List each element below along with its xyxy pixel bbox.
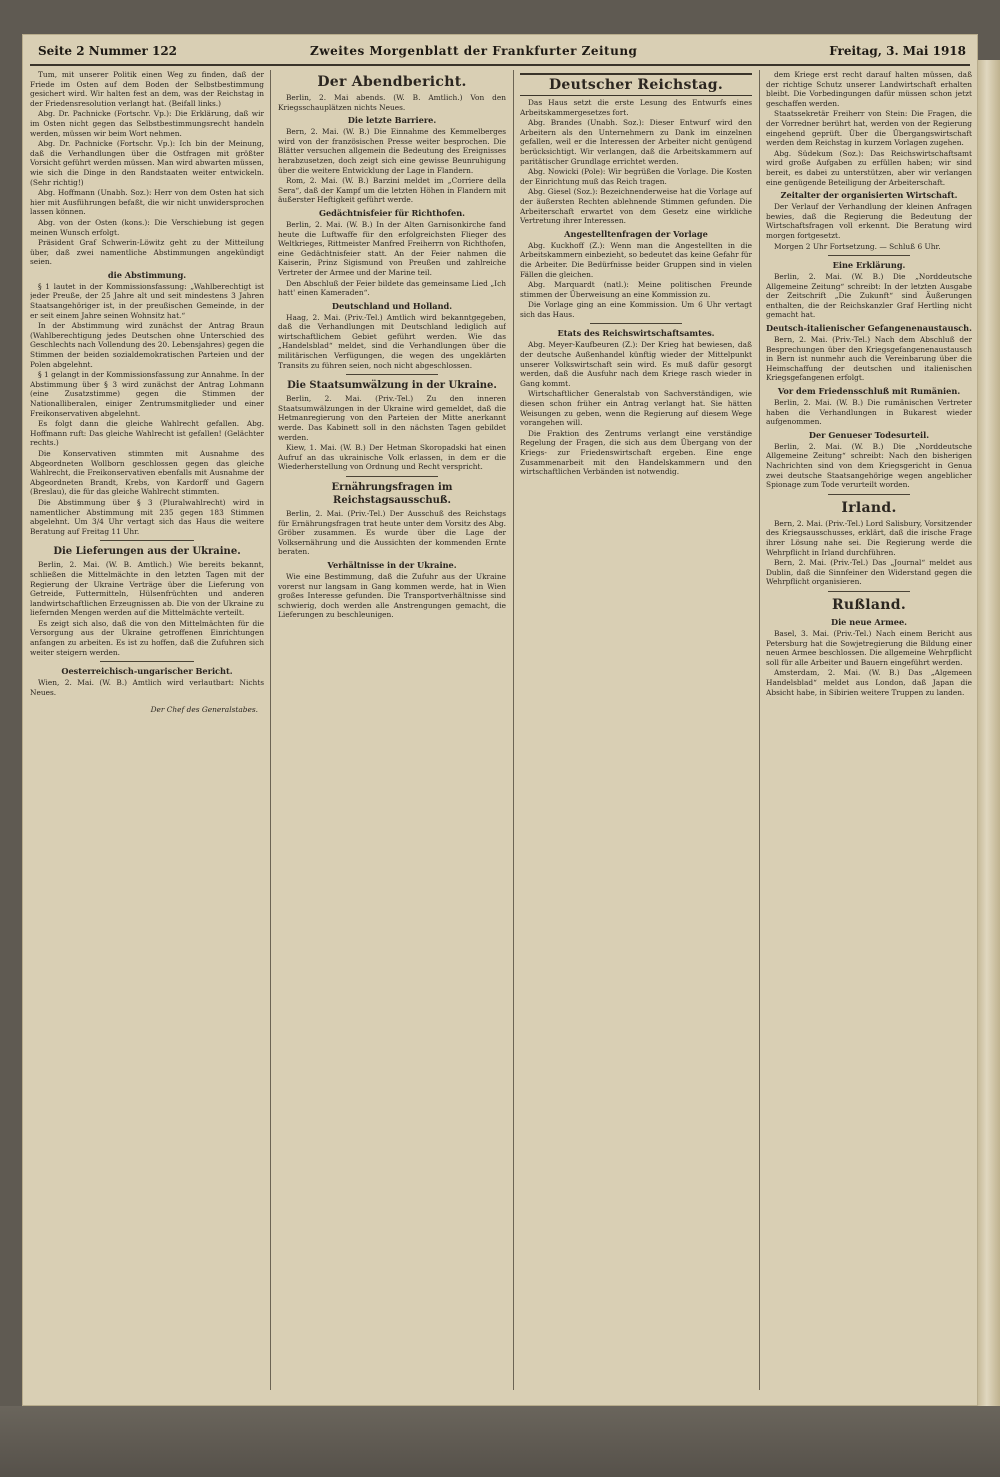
page-edge [978,60,1000,1430]
separator [346,476,437,477]
section-heading: Gedächtnisfeier für Richthofen. [318,207,466,218]
separator [828,494,910,495]
article-paragraph: Abg. Marquardt (natl.): Meine politischen Freunde stimmen der Überweisung an eine Kommission zu. [520,280,752,299]
scan-background [0,1406,1000,1477]
separator [828,255,910,256]
article-paragraph: § 1 gelangt in der Kommissionsfassung zur Annahme. In der Abstimmung über § 3 wird zunächst der Antrag Lohmann (eine Zusatzstimme) gegen die Stimmen der Nationalliberalen, einiger Zentrumsmitglieder und einer Freikonservativen abgelehnt. [30,370,264,418]
section-heading: Verhältnisse in der Ukraine. [327,559,457,570]
article-paragraph: Wirtschaftlicher Generalstab von Sachverständigen, wie diesen schon früher ein Antrag verlangt hat. Sie hätten Weisungen zu geben, wenn die Regierung auf diesem Wege vorangehen will. [520,389,752,428]
article-paragraph: Basel, 3. Mai. (Priv.-Tel.) Nach einem Bericht aus Petersburg hat die Sowjetregierung die Bildung einer neuen Armee beschlossen. Die allgemeine Wehrpflicht soll für alle Arbeiter und Bauern eingeführt werden. [766,628,972,667]
article-paragraph: Bern, 2. Mai. (Priv.-Tel.) Das „Journal“ meldet aus Dublin, daß die Sinnfeiner den Widerstand gegen die Wehrpflicht organisieren. [766,558,972,587]
article-paragraph: Wien, 2. Mai. (W. B.) Amtlich wird verlautbart: Nichts Neues. [30,678,264,697]
article-paragraph: Abg. Giesel (Soz.): Bezeichnenderweise hat die Vorlage auf der äußersten Rechten ablehnende Stimmen gefunden. Die Arbeiterschaft erwartet von dem Gesetz eine wirkliche Vertretung ihrer Interessen. [520,187,752,226]
article-paragraph: Berlin, 2. Mai. (Priv.-Tel.) Der Ausschuß des Reichstags für Ernährungsfragen trat heute unter dem Vorsitz des Abg. Gröber zusammen. Es wurde über die Lage der Volksernährung und die Aussichten der kommenden Ernte beraten. [278,509,506,557]
column-divider [513,70,514,1390]
page-number: Seite 2 Nummer 122 [38,44,178,58]
column-divider [270,70,271,1390]
article-paragraph: Amsterdam, 2. Mai. (W. B.) Das „Algemeen Handelsblad“ meldet aus London, daß Japan die Absicht habe, in Sibirien weitere Truppen zu landen. [766,668,972,697]
article-paragraph: Der Verlauf der Verhandlung der kleinen Anfragen bewies, daß die Regierung die Bedeutung der Wirtschaftsfragen voll erkennt. Die Beratung wird morgen fortgesetzt. [766,202,972,240]
article-paragraph: Rom, 2. Mai. (W. B.) Barzini meldet im „Corriere della Sera“, daß der Kampf um die letzten Höhen in Flandern mit äußerster Heftigkeit geführt werde. [278,176,506,205]
article-paragraph: Abg. Dr. Pachnicke (Fortschr. Vp.): Die Erklärung, daß wir im Osten nicht gegen das Selbstbestimmungsrecht handeln werden, müssen wir beim Wort nehmen. [30,109,264,138]
article-headline: Die Staatsumwälzung in der Ukraine. [287,380,497,392]
article-headline: Rußland. [831,596,907,613]
article-paragraph: Berlin, 2. Mai. (W. B.) In der Alten Garnisonkirche fand heute die Luftwaffe für den erfolgreichsten Flieger des Weltkrieges, Rittmeister Manfred Freiherrn von Richthofen, eine Gedächtnisfeier statt. An der Feier nahmen die Kaiserin, Prinz Sigismund von Preußen und zahlreiche Vertreter der Armee und der Marine teil. [278,219,506,277]
article-paragraph: Es zeigt sich also, daß die von den Mittelmächten für die Versorgung aus der Ukraine getroffenen Einrichtungen anfangen zu arbeiten. Es ist zu hoffen, daß die Zufuhren sich weiter steigern werden. [30,618,264,657]
article-headline: Deutscher Reichstag. [520,73,752,96]
section-heading: Deutsch-italienischer Gefangenenaustausch. [766,323,972,334]
separator [590,323,683,324]
article-paragraph: Staatssekretär Freiherr von Stein: Die Fragen, die der Vorredner berührt hat, werden von der Regierung eingehend geprüft. Über die Übergangswirtschaft werden dem Reichstag in kurzem Vorlagen zugehen. [766,109,972,148]
column-3 [520,70,752,1390]
section-heading: die Abstimmung. [107,269,187,280]
article-paragraph: Berlin, 2. Mai abends. (W. B. Amtlich.) Von den Kriegsschauplätzen nichts Neues. [278,93,506,112]
article-headline: Der Abendbericht. [317,74,467,90]
article-paragraph: Wie eine Bestimmung, daß die Zufuhr aus der Ukraine vorerst nur langsam in Gang kommen werde, hat in Wien großes Interesse gefunden. Die Transportverhältnisse sind schwierig, doch werden alle Anstrengungen gemacht, die Lieferungen zu beschleunigen. [278,571,506,620]
article-paragraph: Berlin, 2. Mai. (W. B.) Die „Norddeutsche Allgemeine Zeitung“ schreibt: In der letzten Ausgabe der Zeitschrift „Die Zukunft“ sind Äußerungen enthalten, die der Reichskanzler Graf Hertling nicht gemacht hat. [766,272,972,320]
section-heading: Deutschland und Holland. [331,300,453,311]
article-paragraph: Die Konservativen stimmten mit Ausnahme des Abgeordneten Wollborn geschlossen gegen das gleiche Wahlrecht, die Freikonservativen ebenfalls mit Ausnahme der Abgeordneten Brandt, Krebs, von Kardorff und Gagern (Breslau), die für das gleiche Wahlrecht stimmten. [30,448,264,497]
article-paragraph: § 1 lautet in der Kommissionsfassung: „Wahlberechtigt ist jeder Preuße, der 25 Jahre alt und seit mindestens 3 Jahren Staatsangehöriger ist, in der preußischen Gemeinde, in der er seit einem Jahre seinen Wohnsitz hat.“ [30,281,264,320]
separator [100,540,194,541]
section-heading: Etats des Reichswirtschaftsamtes. [557,328,715,339]
article-paragraph: Abg. Südekum (Soz.): Das Reichswirtschaftsamt wird große Aufgaben zu erfüllen haben; wir sind bereit, es dabei zu unterstützen, aber wir verlangen eine genügende Beteiligung der Arbeiterschaft. [766,148,972,187]
article-paragraph: Abg. Hoffmann (Unabh. Soz.): Herr von dem Osten hat sich hier mit Ausführungen befaßt, die wir nicht unwidersprochen lassen können. [30,188,264,217]
newspaper-title: Zweites Morgenblatt der Frankfurter Zeitung [310,44,638,58]
article-paragraph: Kiew, 1. Mai. (W. B.) Der Hetman Skoropadski hat einen Aufruf an das ukrainische Volk erlassen, in dem er die Wiederherstellung von Ordnung und Recht verspricht. [278,443,506,472]
article-paragraph: Die Fraktion des Zentrums verlangt eine verständige Regelung der Fragen, die sich aus dem Übergang von der Kriegs- zur Friedenswirtschaft ergeben. Eine enge Zusammenarbeit mit den Handelskammern und den wirtschaftlichen Verbänden ist notwendig. [520,428,752,477]
article-paragraph: Abg. Brandes (Unabh. Soz.): Dieser Entwurf wird den Arbeitern als den Unternehmern zu Dank im einzelnen gefallen, weil er die Interessen der Arbeiter nicht genügend berücksichtigt. Wir verlangen, daß die Arbeitskammern auf paritätischer Grundlage errichtet werden. [520,118,752,166]
article-headline: Oesterreichisch-ungarischer Bericht. [61,666,233,677]
article-paragraph: Es folgt dann die gleiche Wahlrecht gefallen. Abg. Hoffmann ruft: Das gleiche Wahlrecht ist gefallen! (Gelächter rechts.) [30,419,264,448]
article-paragraph: Präsident Graf Schwerin-Löwitz geht zu der Mitteilung über, daß zwei namentliche Abstimmungen angekündigt seien. [30,238,264,267]
article-paragraph: Berlin, 2. Mai. (W. B.) Die rumänischen Vertreter haben die Verhandlungen in Bukarest wieder aufgenommen. [766,398,972,427]
article-paragraph: Bern, 2. Mai. (Priv.-Tel.) Nach dem Abschluß der Besprechungen über den Kriegsgefangenenaustausch in Bern ist nunmehr auch die Vereinbarung über die Heimschaffung der deutschen und italienischen Kriegsgefangenen erfolgt. [766,335,972,383]
newspaper-page [22,34,978,1406]
article-paragraph: Abg. Kuckhoff (Z.): Wenn man die Angestellten in die Arbeitskammern einbezieht, so bedeutet das keine Gefahr für die Arbeiter. Die Bedürfnisse beider Gruppen sind in vielen Fällen die gleichen. [520,240,752,279]
article-paragraph: Abg. Meyer-Kaufbeuren (Z.): Der Krieg hat bewiesen, daß der deutsche Außenhandel künftig wieder der Mittelpunkt unserer Volkswirtschaft sein wird. Es muß dafür gesorgt werden, daß die Ausfuhr nach dem Kriege rasch wieder in Gang kommt. [520,340,752,388]
column-2 [278,70,506,1390]
section-heading: Eine Erklärung. [832,260,906,271]
article-paragraph: Den Abschluß der Feier bildete das gemeinsame Lied „Ich hatt' einen Kameraden“. [278,278,506,298]
article-paragraph: Die Vorlage ging an eine Kommission. Um 6 Uhr vertagt sich das Haus. [520,300,752,319]
article-paragraph: Morgen 2 Uhr Fortsetzung. — Schluß 6 Uhr. [774,241,941,251]
article-paragraph: Abg. von der Osten (kons.): Die Verschiebung ist gegen meinen Wunsch erfolgt. [30,217,264,237]
article-paragraph: Die Abstimmung über § 3 (Pluralwahlrecht) wird in namentlicher Abstimmung mit 235 gegen 183 Stimmen abgelehnt. Um 3/4 Uhr vertagt sich das Haus die weitere Beratung auf Freitag 11 Uhr. [30,497,264,536]
article-paragraph: dem Kriege erst recht darauf halten müssen, daß der richtige Schutz unserer Landwirtschaft erhalten bleibt. Die Vorbedingungen dafür müssen schon jetzt geschaffen werden. [766,70,972,108]
article-paragraph: Bern, 2. Mai. (Priv.-Tel.) Lord Salisbury, Vorsitzender des Kriegsausschusses, erklärt, daß die irische Frage ihrer Lösung nahe sei. Die Regierung werde die Wehrpflicht in Irland durchführen. [766,518,972,557]
column-4 [766,70,972,1390]
section-heading: Angestelltenfragen der Vorlage [564,228,708,239]
section-heading: Die letzte Barriere. [347,115,437,126]
article-paragraph: In der Abstimmung wird zunächst der Antrag Braun (Wahlberechtigung jedes Deutschen ohne Unterschied des Geschlechts nach Vollendung des 20. Lebensjahres) gegen die Stimmen der beiden sozialdemokratischen Parteien und der Polen abgelehnt. [30,321,264,369]
separator [828,591,910,592]
article-paragraph: Berlin, 2. Mai. (Priv.-Tel.) Zu den inneren Staatsumwälzungen in der Ukraine wird gemeldet, daß die Hetmanregierung von den Parteien der Mitte anerkannt werde. Das Kabinett soll in den nächsten Tagen gebildet werden. [278,394,506,442]
article-paragraph: Bern, 2. Mai. (W. B.) Die Einnahme des Kemmelberges wird von der französischen Presse weiter besprochen. Die Blätter versuchen allgemein die Bedeutung des Ereignisses herabzusetzen, doch zeigt sich eine gewisse Beunruhigung über die weitere Entwicklung der Lage in Flandern. [278,127,506,175]
article-paragraph: Tum, mit unserer Politik einen Weg zu finden, daß der Friede im Osten auf dem Boden der Selbstbestimmung gesichert wird. Wir halten fest an dem, was der Reichstag in der Friedensresolution verlangt hat. (Beifall links.) [30,70,264,108]
article-headline: Ernährungsfragen im Reichstagsausschuß. [331,482,453,506]
signature: Der Chef des Generalstabes. [150,704,258,714]
article-paragraph: Haag, 2. Mai. (Priv.-Tel.) Amtlich wird bekanntgegeben, daß die Verhandlungen mit Deutschland lediglich auf wirtschaftlichem Gebiet geführt werden. Wie das „Handelsblad“ meldet, sind die Verhandlungen über die militärischen Verfügungen, die wegen des ungeklärten Transits zu führen seien, noch nicht abgeschlossen. [278,312,506,370]
article-paragraph: Berlin, 2. Mai. (W. B. Amtlich.) Wie bereits bekannt, schließen die Mittelmächte in den letzten Tagen mit der Regierung der Ukraine Verträge über die Lieferung von Getreide, Futtermitteln, Hülsenfrüchten und anderen landwirtschaftlichen Erzeugnissen ab. Die von der Ukraine zu liefernden Mengen werden auf die Mittelmächte verteilt. [30,560,264,618]
column-1 [30,70,264,1390]
article-paragraph: Abg. Nowicki (Pole): Wir begrüßen die Vorlage. Die Kosten der Einrichtung muß das Reich tragen. [520,167,752,186]
article-paragraph: Abg. Dr. Pachnicke (Fortschr. Vp.): Ich bin der Meinung, daß die Verhandlungen über die Ostfragen mit größter Vorsicht geführt werden müssen. Man wird abwarten müssen, wie sich die Dinge in den Randstaaten weiter entwickeln. (Sehr richtig!) [30,139,264,187]
article-paragraph: Berlin, 2. Mai. (W. B.) Die „Norddeutsche Allgemeine Zeitung“ schreibt: Nach den bisherigen Nachrichten sind von dem Kriegsgericht in Genua zwei deutsche Staatsangehörige wegen angeblicher Spionage zum Tode verurteilt worden. [766,441,972,490]
article-headline: Irland. [841,499,897,516]
section-heading: Vor dem Friedensschluß mit Rumänien. [777,386,961,397]
separator [100,661,194,662]
issue-date: Freitag, 3. Mai 1918 [829,44,966,58]
separator [346,374,437,375]
section-heading: Zeitalter der organisierten Wirtschaft. [780,190,958,201]
section-heading: Der Genueser Todesurteil. [808,429,930,440]
article-paragraph: Das Haus setzt die erste Lesung des Entwurfs eines Arbeitskammergesetzes fort. [520,98,752,117]
page-header [30,42,970,66]
column-divider [759,70,760,1390]
article-headline: Die Lieferungen aus der Ukraine. [53,546,241,558]
section-heading: Die neue Armee. [830,616,908,627]
